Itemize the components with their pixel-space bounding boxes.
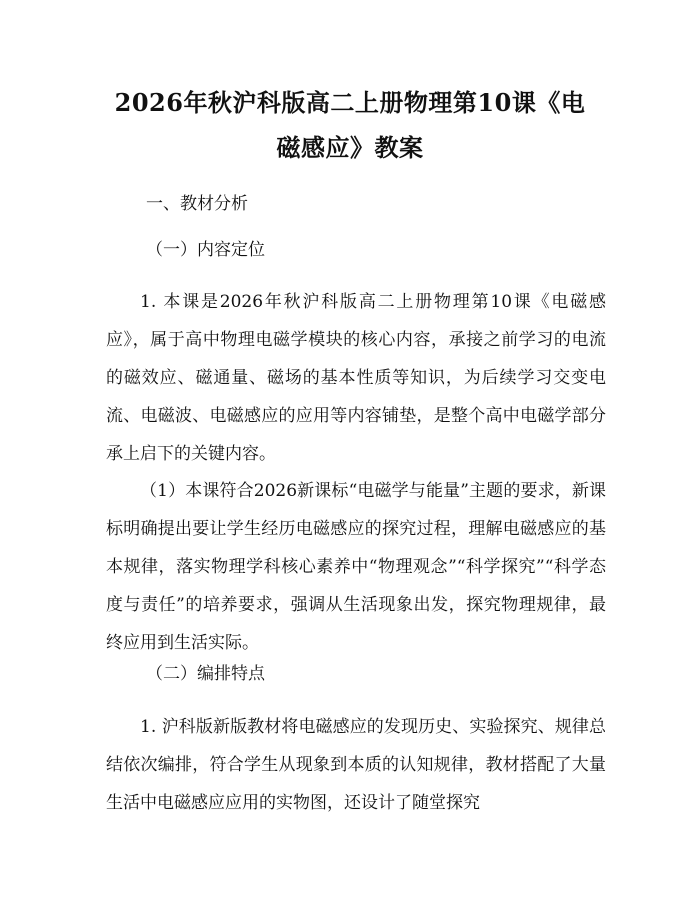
document-title-line-2: 磁感应》教案 — [276, 133, 424, 162]
paragraph-curriculum-standard: （1）本课符合2026新课标“电磁学与能量”主题的要求，新课标明确提出要让学生经历电磁感应的探究过程，理解电磁感应的基本规律，落实物理学科核心素养中“物理观念”“科学探究”“科学态度与责任”的培养要求，强调从生活现象出发，探究物理规律，最终应用到生活实际。 — [106, 481, 606, 653]
paragraph-course-positioning: 1. 本课是2026年秋沪科版高二上册物理第10课《电磁感应》，属于高中物理电磁学模块的核心内容，承接之前学习的电流的磁效应、磁通量、磁场的基本性质等知识，为后续学习交变电流、电磁波、电磁感应的应用等内容铺垫，是整个高中电磁学部分承上启下的关键内容。 — [106, 292, 606, 464]
paragraph-textbook-arrangement: 1. 沪科版新版教材将电磁感应的发现历史、实验探究、规律总结依次编排，符合学生从现象到本质的认知规律，教材搭配了大量生活中电磁感应应用的实物图，还设计了随堂探究 — [106, 717, 606, 813]
subsection-heading-content-positioning: （一）内容定位 — [146, 240, 265, 260]
document-title-line-1: 2026年秋沪科版高二上册物理第10课《电 — [114, 88, 586, 117]
subsection-heading-arrangement-features: （二）编排特点 — [146, 664, 265, 684]
section-heading-textbook-analysis: 一、教材分析 — [146, 194, 248, 214]
